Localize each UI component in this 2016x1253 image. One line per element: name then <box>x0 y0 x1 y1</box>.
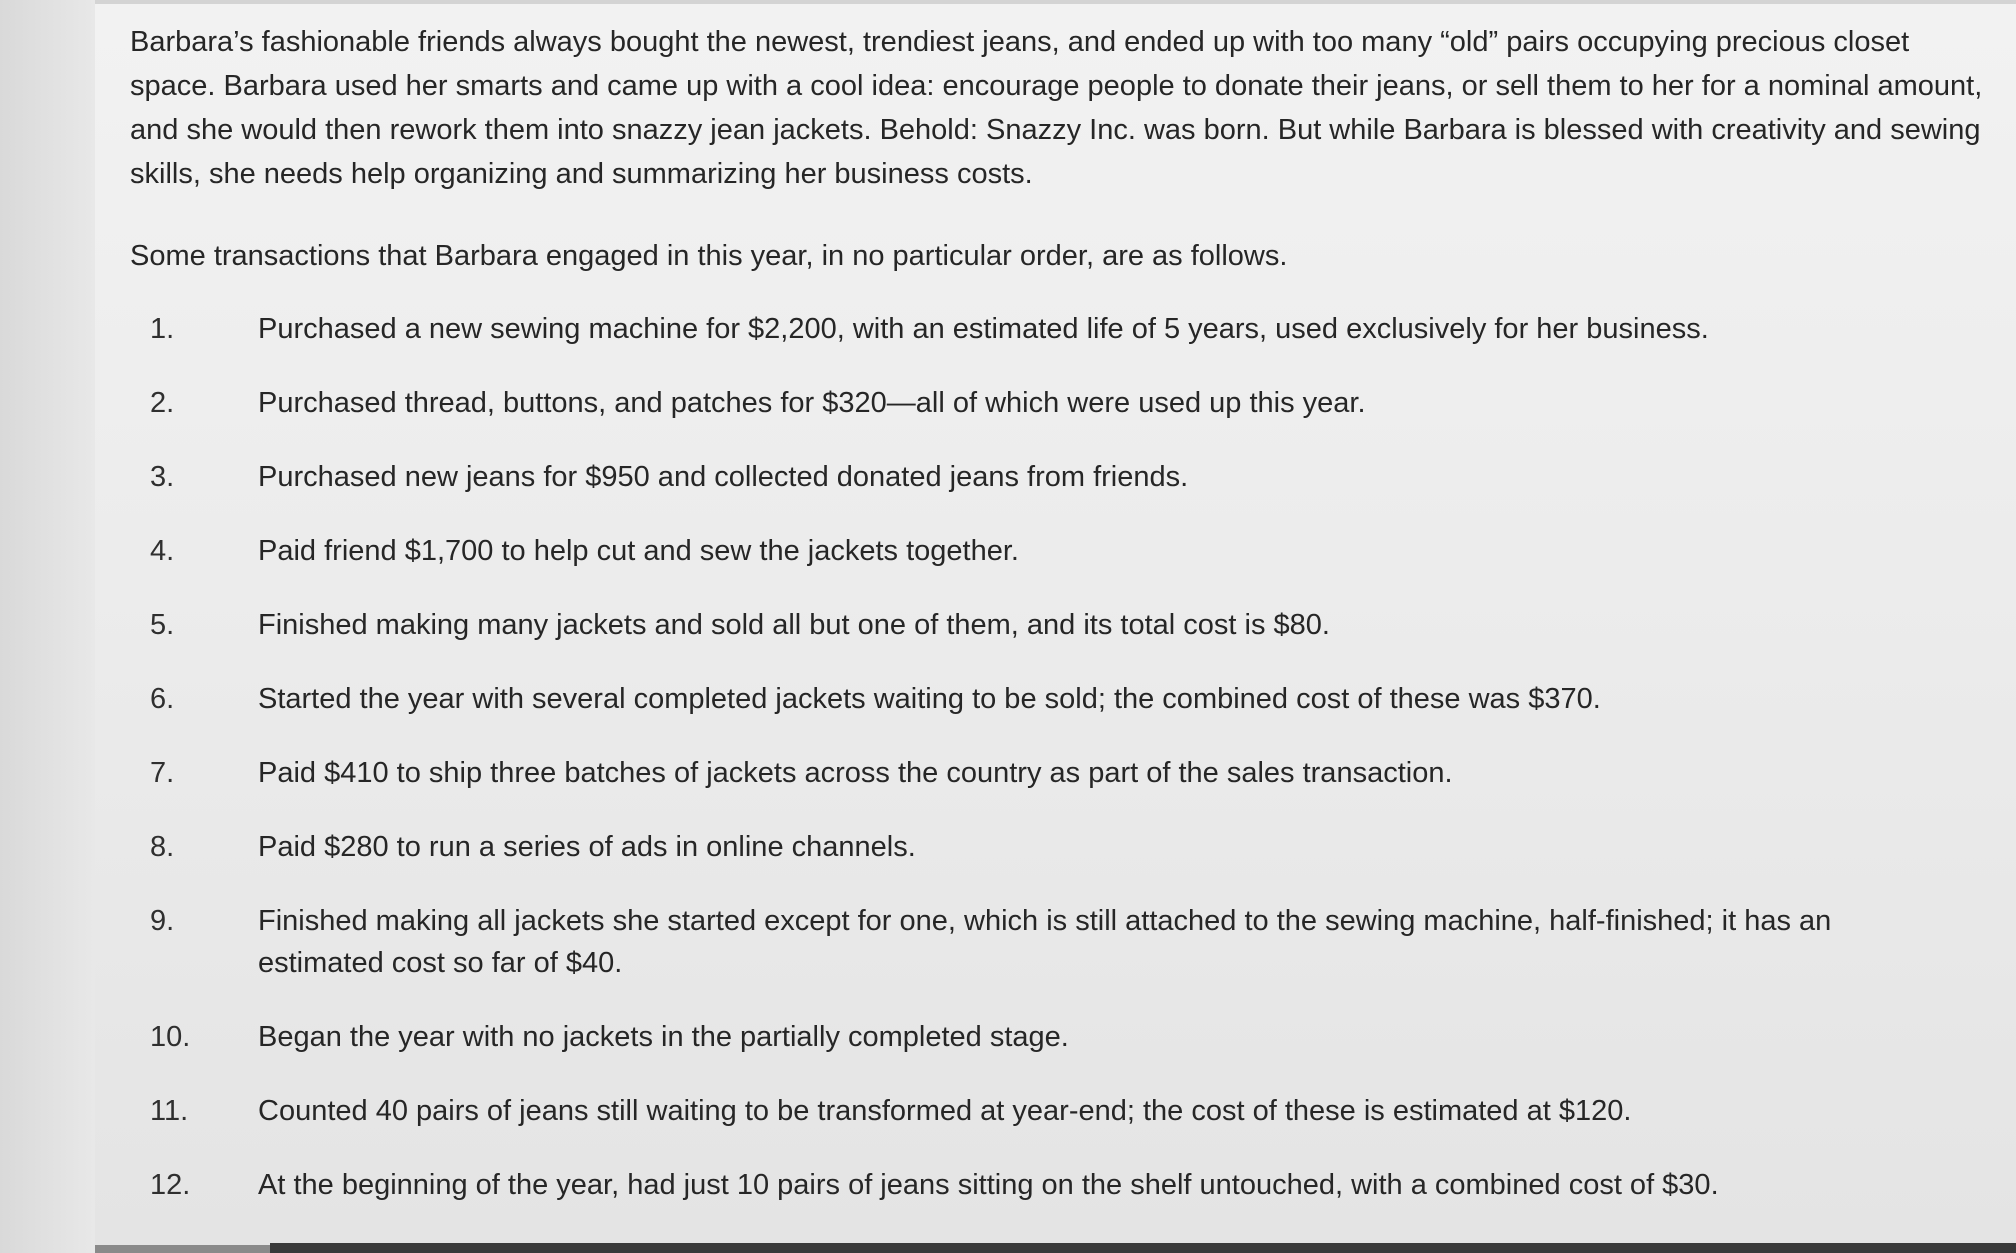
list-item <box>130 382 1990 424</box>
item-text: Paid friend $1,700 to help cut and sew the jackets together. <box>258 535 1019 567</box>
item-text: Paid $280 to run a series of ads in online channels. <box>258 831 916 863</box>
item-text: Counted 40 pairs of jeans still waiting to be transformed at year-end; the cost of these is estimated at $120. <box>258 1095 1632 1127</box>
item-number: 4. <box>150 535 175 567</box>
item-number: 6. <box>150 683 175 715</box>
item-number: 8. <box>150 831 175 863</box>
item-text: At the beginning of the year, had just 10 pairs of jeans sitting on the shelf untouched, with a combined cost of $30. <box>258 1169 1719 1201</box>
item-number: 1. <box>150 313 175 345</box>
item-text: Finished making many jackets and sold all but one of them, and its total cost is $80. <box>258 609 1330 641</box>
intro-paragraph: Barbara’s fashionable friends always bought the newest, trendiest jeans, and ended up with too many “old” pairs occupying precious closet space. Barbara used her smarts and came up with a cool idea: encourage people to donate their jeans, or sell them to her for a nominal amount, and she would then rework them into snazzy jean jackets. Behold: Snazzy Inc. was born. But while Barbara is blessed with creativity and sewing skills, she needs help organizing and summarizing her business costs. <box>130 26 1983 190</box>
list-item <box>130 456 1990 498</box>
problem-content <box>130 20 1990 1238</box>
page-left-margin <box>0 0 95 1253</box>
item-number: 10. <box>150 1021 191 1053</box>
item-text: Began the year with no jackets in the partially completed stage. <box>258 1021 1069 1053</box>
lead-sentence: Some transactions that Barbara engaged in this year, in no particular order, are as follows. <box>130 240 1288 272</box>
item-text: Started the year with several completed jackets waiting to be sold; the combined cost of these was $370. <box>258 683 1601 715</box>
list-item <box>130 900 1990 984</box>
item-text: Paid $410 to ship three batches of jackets across the country as part of the sales transaction. <box>258 757 1453 789</box>
list-item <box>130 752 1990 794</box>
list-item <box>130 1016 1990 1058</box>
item-number: 11. <box>150 1095 189 1127</box>
list-item <box>130 604 1990 646</box>
item-text: Purchased new jeans for $950 and collected donated jeans from friends. <box>258 461 1189 493</box>
item-text: Purchased a new sewing machine for $2,200, with an estimated life of 5 years, used exclusively for her business. <box>258 313 1709 345</box>
item-number: 2. <box>150 387 175 419</box>
item-text: Finished making all jackets she started except for one, which is still attached to the sewing machine, half-finished; it has an estimated cost so far of $40. <box>258 905 1832 979</box>
item-text: Purchased thread, buttons, and patches for $320—all of which were used up this year. <box>258 387 1366 419</box>
list-item <box>130 1090 1990 1132</box>
item-number: 12. <box>150 1169 191 1201</box>
taskbar-edge <box>270 1243 2016 1253</box>
item-number: 7. <box>150 757 175 789</box>
list-item <box>130 530 1990 572</box>
list-item <box>130 308 1990 350</box>
list-item <box>130 1164 1990 1206</box>
list-item <box>130 826 1990 868</box>
item-number: 9. <box>150 905 175 937</box>
transaction-list <box>130 308 1990 1206</box>
taskbar-edge-left <box>95 1245 270 1253</box>
item-number: 3. <box>150 461 175 493</box>
list-item <box>130 678 1990 720</box>
page-top-edge <box>95 0 2016 4</box>
item-number: 5. <box>150 609 175 641</box>
